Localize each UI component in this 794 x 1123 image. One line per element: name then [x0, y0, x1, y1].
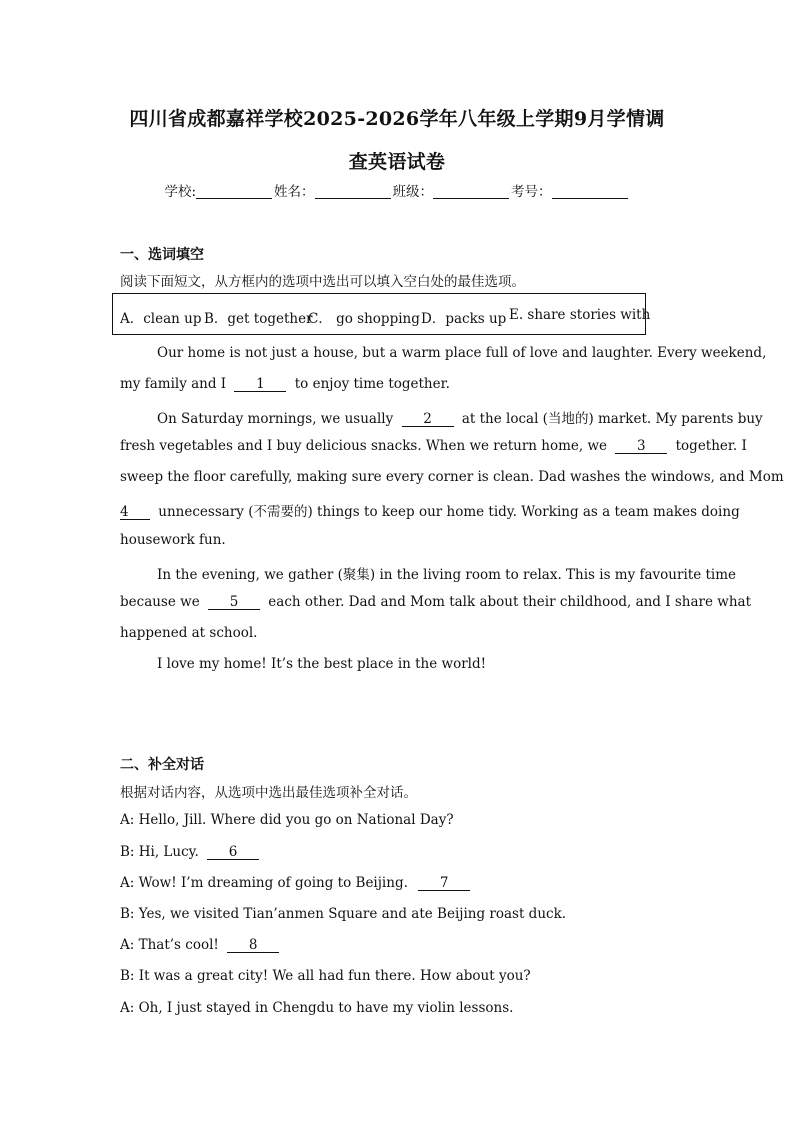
passage-text: because we — [120, 594, 200, 610]
blank-4: 4 — [120, 505, 150, 520]
exam-title-line2: 查英语试卷 — [348, 151, 446, 173]
blank-3: 3 — [615, 439, 667, 454]
passage-text: to enjoy time together. — [294, 376, 450, 392]
option-e: E. share stories with — [509, 307, 651, 323]
blank-5: 5 — [208, 595, 260, 610]
passage-line: In the evening, we gather (聚集) in the living room to relax. This is my favourite time — [157, 567, 737, 583]
dialogue-line — [120, 844, 263, 860]
passage-line: Our home is not just a house, but a warm place full of love and laughter. Every weekend, — [157, 345, 767, 361]
dialogue-text: A: That’s cool! — [120, 937, 219, 953]
section1-instruction: 阅读下面短文，从方框内的选项中选出可以填入空白处的最佳选项。 — [120, 274, 525, 290]
blank-1: 1 — [234, 377, 286, 392]
blank-6: 6 — [207, 845, 259, 860]
dialogue-line — [120, 937, 283, 953]
passage-text: together. I — [675, 438, 747, 454]
exam-no-label: 考号： — [511, 184, 552, 200]
dialogue-line: A: Hello, Jill. Where did you go on National Day? — [120, 812, 454, 828]
passage-line: housework fun. — [120, 532, 226, 548]
option-d: D．packs up — [421, 311, 507, 327]
school-blank — [196, 184, 272, 199]
name-blank — [315, 184, 391, 199]
dialogue-line: B: It was a great city! We all had fun there. How about you? — [120, 968, 531, 984]
passage-line: sweep the floor carefully, making sure every corner is clean. Dad washes the windows, and Mom — [120, 469, 784, 485]
option-c: C． go shopping — [308, 311, 420, 327]
passage-line — [120, 500, 740, 520]
passage-line — [157, 407, 763, 427]
passage-line: I love my home! It’s the best place in the world! — [157, 656, 487, 672]
student-info-row — [0, 180, 794, 200]
exam-no-blank — [552, 184, 628, 199]
blank-7: 7 — [418, 876, 470, 891]
passage-text: my family and I — [120, 376, 227, 392]
passage-text: fresh vegetables and I buy delicious snacks. When we return home, we — [120, 438, 608, 454]
dialogue-text: A: Wow! I’m dreaming of going to Beijing. — [120, 875, 408, 891]
dialogue-text: B: Hi, Lucy. — [120, 844, 199, 860]
dialogue-line: B: Yes, we visited Tian’anmen Square and ate Beijing roast duck. — [120, 906, 567, 922]
passage-line — [120, 376, 450, 392]
section2-instruction: 根据对话内容，从选项中选出最佳选项补全对话。 — [120, 785, 417, 801]
dialogue-line — [120, 875, 476, 891]
option-a: A．clean up — [120, 311, 202, 327]
exam-title-line1: 四川省成都嘉祥学校2025-2026学年八年级上学期9月学情调 — [129, 108, 665, 130]
passage-line: happened at school. — [120, 625, 258, 641]
passage-text: each other. Dad and Mom talk about their childhood, and I share what — [268, 594, 751, 610]
class-label: 班级： — [392, 184, 434, 200]
blank-2: 2 — [402, 412, 454, 427]
school-label: 学校: — [164, 184, 197, 200]
passage-line — [120, 594, 751, 610]
passage-text: at the local (当地的) market. My parents buy — [461, 411, 763, 427]
blank-8: 8 — [227, 938, 279, 953]
section2-heading: 二、补全对话 — [120, 757, 204, 773]
passage-text: On Saturday mornings, we usually — [157, 411, 394, 427]
passage-text: unnecessary (不需要的) things to keep our home tidy. Working as a team makes doing — [158, 504, 740, 520]
option-b: B．get together — [204, 311, 313, 327]
class-blank — [433, 184, 509, 199]
section1-heading: 一、选词填空 — [120, 247, 204, 263]
name-label: 姓名： — [274, 184, 315, 200]
dialogue-line: A: Oh, I just stayed in Chengdu to have my violin lessons. — [120, 1000, 514, 1016]
passage-line — [120, 438, 747, 454]
